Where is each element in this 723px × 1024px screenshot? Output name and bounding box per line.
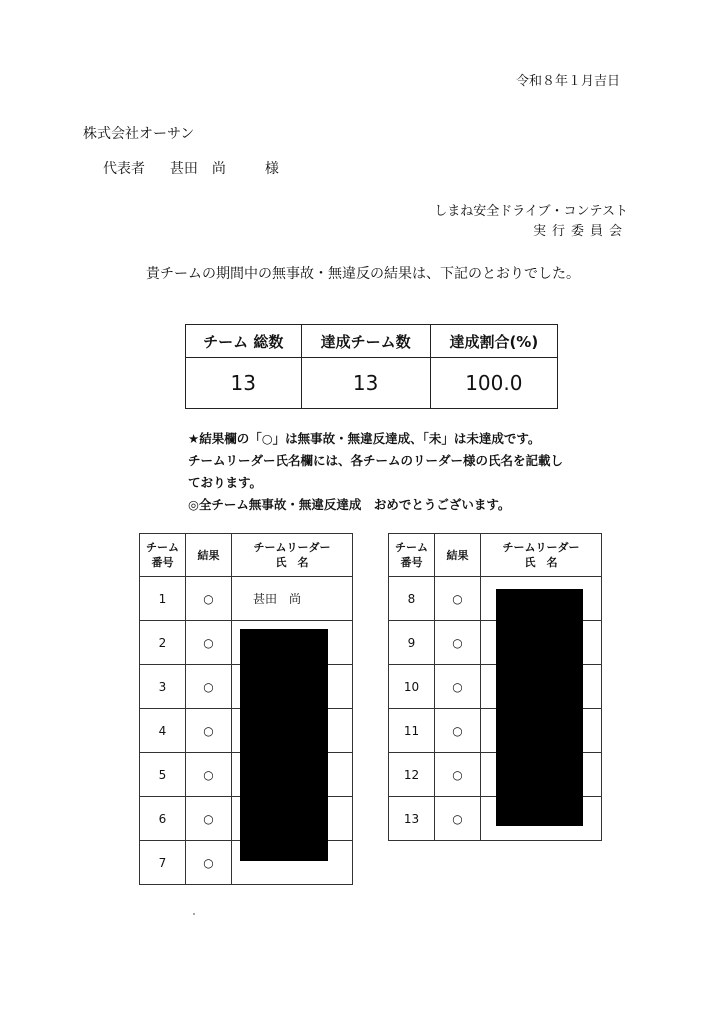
header-team-number-line1: チーム (146, 541, 179, 554)
summary-header-total: チーム 総数 (186, 325, 302, 358)
team-number: 12 (389, 753, 435, 797)
summary-value-row (186, 358, 558, 409)
team-result: ○ (186, 841, 232, 885)
team-result: ○ (186, 797, 232, 841)
redaction-block-left (240, 629, 328, 861)
note-line: ★結果欄の「○」は無事故・無違反達成、「未」は未達成です。 (188, 431, 541, 446)
summary-header-row (186, 325, 558, 358)
team-result: ○ (435, 665, 481, 709)
team-result: ○ (435, 709, 481, 753)
team-leader-name: 甚田 尚 (253, 592, 302, 606)
intro-text: 貴チームの期間中の無事故・無違反の結果は、下記のとおりでした。 (146, 266, 580, 282)
recipient-name: 甚田 尚 (169, 161, 226, 177)
team-number: 2 (140, 621, 186, 665)
note-line: チームリーダー氏名欄には、各チームのリーダー様の氏名を記載し (188, 453, 564, 468)
recipient-representative (103, 158, 279, 178)
header-leader (232, 534, 353, 577)
header-result: 結果 (435, 534, 481, 577)
header-leader-line1: チームリーダー (502, 541, 580, 554)
team-result: ○ (186, 621, 232, 665)
summary-value-total: 13 (186, 358, 302, 409)
team-number: 10 (389, 665, 435, 709)
redaction-block-right (496, 589, 583, 826)
team-table-header (389, 534, 602, 577)
team-result: ○ (186, 753, 232, 797)
summary-table (185, 324, 558, 409)
team-result: ○ (186, 665, 232, 709)
team-table-header (140, 534, 353, 577)
recipient-title: 代表者 (103, 161, 145, 177)
header-team-number (140, 534, 186, 577)
sender-committee: 実行委員会 (532, 224, 628, 239)
header-leader-line1: チームリーダー (253, 541, 331, 554)
summary-header-achieved: 達成チーム数 (301, 325, 430, 358)
team-number: 9 (389, 621, 435, 665)
recipient-company: 株式会社オーサン (83, 126, 195, 142)
team-number: 3 (140, 665, 186, 709)
notes (188, 428, 583, 516)
team-result: ○ (435, 753, 481, 797)
sender-organization: しまね安全ドライブ・コンテスト (434, 204, 628, 219)
note-line: ◎全チーム無事故・無違反達成 おめでとうございます。 (188, 497, 511, 512)
header-team-number-line2: 番号 (151, 556, 174, 569)
note-line: ております。 (188, 475, 263, 490)
team-number: 11 (389, 709, 435, 753)
team-result: ○ (435, 797, 481, 841)
team-number: 8 (389, 577, 435, 621)
team-number: 4 (140, 709, 186, 753)
header-team-number-line2: 番号 (400, 556, 423, 569)
scan-speck (193, 913, 195, 915)
team-number: 5 (140, 753, 186, 797)
team-number: 13 (389, 797, 435, 841)
team-result: ○ (435, 621, 481, 665)
team-number: 1 (140, 577, 186, 621)
team-number: 6 (140, 797, 186, 841)
header-leader-line2: 氏 名 (524, 556, 558, 569)
header-leader (481, 534, 602, 577)
header-team-number (389, 534, 435, 577)
header-result: 結果 (186, 534, 232, 577)
recipient-honorific: 様 (264, 161, 279, 177)
header-leader-line2: 氏 名 (275, 556, 309, 569)
team-result: ○ (435, 577, 481, 621)
team-result: ○ (186, 709, 232, 753)
summary-value-rate: 100.0 (430, 358, 557, 409)
header-team-number-line1: チーム (395, 541, 428, 554)
summary-header-rate: 達成割合(%) (430, 325, 557, 358)
table-row (140, 577, 353, 621)
summary-value-achieved: 13 (301, 358, 430, 409)
document-date: 令和８年１月吉日 (515, 74, 620, 89)
team-result: ○ (186, 577, 232, 621)
team-number: 7 (140, 841, 186, 885)
